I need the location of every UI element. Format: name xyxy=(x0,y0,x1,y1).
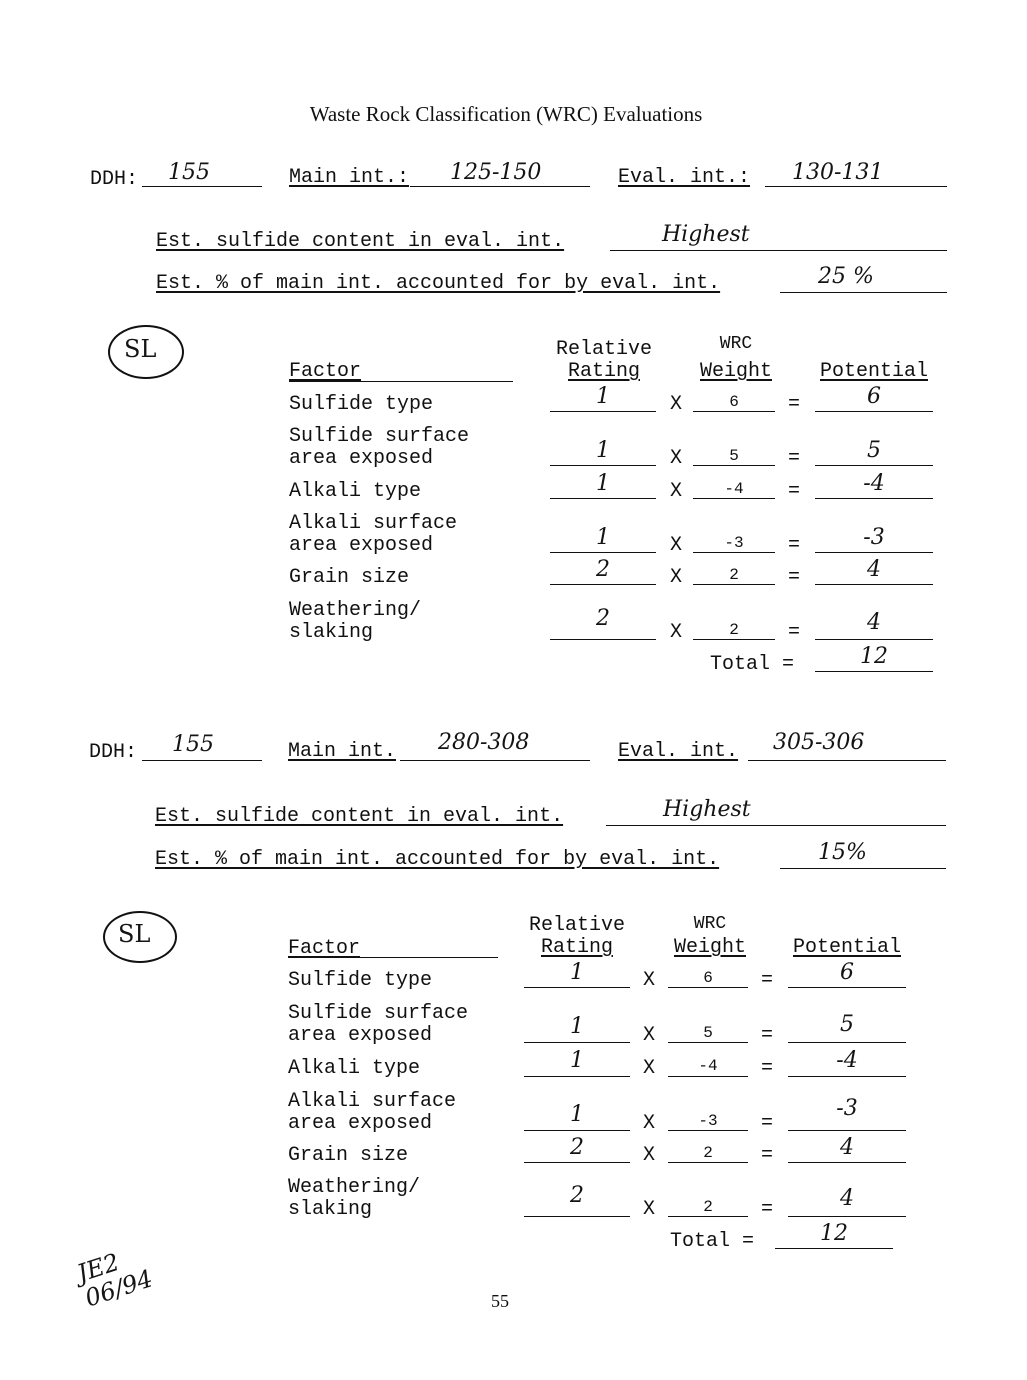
col-factor: Factor xyxy=(288,937,361,960)
weight-value: -3 xyxy=(724,534,744,552)
rating-value: 2 xyxy=(596,606,610,631)
weight-value: -3 xyxy=(698,1112,718,1130)
equals-sign: = xyxy=(761,1144,774,1167)
potential-value: -4 xyxy=(836,1048,858,1073)
factor-label-line2: area exposed xyxy=(288,1112,433,1135)
col-wrc-2: Weight xyxy=(699,360,772,383)
col-potential: Potential xyxy=(819,360,929,383)
ddh-label: DDH: xyxy=(90,168,139,191)
factor-label: Weathering/ xyxy=(289,599,422,622)
potential-value: 6 xyxy=(840,960,854,985)
eval-int-label: Eval. int.: xyxy=(618,166,751,189)
sl-circle-label: SL xyxy=(124,335,157,363)
times-sign: X xyxy=(643,1112,656,1135)
factor-label-line2: slaking xyxy=(288,1198,373,1221)
factor-label-line2: area exposed xyxy=(289,534,434,557)
factor-label: Sulfide surface xyxy=(289,425,470,448)
factor-label: Alkali type xyxy=(289,480,422,503)
factor-label: Alkali surface xyxy=(288,1090,457,1113)
rating-value: 1 xyxy=(596,471,610,496)
weight-value: 2 xyxy=(703,1198,713,1216)
times-sign: X xyxy=(643,1057,656,1080)
sulfide-content-value: Highest xyxy=(663,797,751,822)
potential-value: -4 xyxy=(863,471,885,496)
total-value: 12 xyxy=(820,1221,848,1246)
weight-value: 5 xyxy=(729,447,739,465)
total-label: Total = xyxy=(710,653,795,676)
times-sign: X xyxy=(670,566,683,589)
equals-sign: = xyxy=(761,969,774,992)
ddh-value: 155 xyxy=(172,732,214,757)
main-int-label: Main int.: xyxy=(289,166,410,189)
total-value: 12 xyxy=(860,644,888,669)
equals-sign: = xyxy=(788,393,801,416)
rating-value: 2 xyxy=(596,557,610,582)
ddh-value: 155 xyxy=(168,160,210,185)
equals-sign: = xyxy=(788,447,801,470)
equals-sign: = xyxy=(761,1024,774,1047)
total-label: Total = xyxy=(670,1230,755,1253)
times-sign: X xyxy=(643,1024,656,1047)
equals-sign: = xyxy=(761,1057,774,1080)
col-wrc-1: WRC xyxy=(693,914,727,934)
weight-value: 2 xyxy=(729,621,739,639)
potential-value: 4 xyxy=(840,1135,854,1160)
rating-value: 1 xyxy=(570,960,584,985)
factor-label: Grain size xyxy=(289,566,410,589)
equals-sign: = xyxy=(761,1198,774,1221)
col-relative-2: Rating xyxy=(540,936,613,959)
rating-value: 2 xyxy=(570,1183,584,1208)
main-int-value: 280-308 xyxy=(438,730,530,755)
potential-value: 6 xyxy=(867,384,881,409)
weight-value: 6 xyxy=(703,969,713,987)
factor-label: Sulfide surface xyxy=(288,1002,469,1025)
factor-label-line2: slaking xyxy=(289,621,374,644)
potential-value: 4 xyxy=(867,557,881,582)
factor-label-line2: area exposed xyxy=(289,447,434,470)
ddh-label: DDH: xyxy=(89,741,138,764)
equals-sign: = xyxy=(788,534,801,557)
main-int-label: Main int. xyxy=(288,740,397,763)
factor-label: Sulfide type xyxy=(289,393,434,416)
factor-label: Weathering/ xyxy=(288,1176,421,1199)
potential-value: 5 xyxy=(840,1012,854,1037)
potential-value: 5 xyxy=(867,438,881,463)
pct-main-value: 15% xyxy=(818,840,867,865)
factor-label-line2: area exposed xyxy=(288,1024,433,1047)
col-relative-2: Rating xyxy=(567,360,640,383)
pct-main-label: Est. % of main int. accounted for by eval. int. xyxy=(156,272,721,295)
times-sign: X xyxy=(670,534,683,557)
col-relative-1: Relative xyxy=(528,914,625,937)
rating-value: 2 xyxy=(570,1135,584,1160)
sulfide-content-label: Est. sulfide content in eval. int. xyxy=(155,805,564,828)
factor-label: Alkali surface xyxy=(289,512,458,535)
eval-int-value: 130-131 xyxy=(792,160,884,185)
potential-value: 4 xyxy=(867,610,881,635)
eval-int-value: 305-306 xyxy=(773,730,865,755)
times-sign: X xyxy=(670,621,683,644)
potential-value: 4 xyxy=(840,1186,854,1211)
times-sign: X xyxy=(643,969,656,992)
initials-stamp: JE2 06/94 xyxy=(73,1247,157,1313)
sulfide-content-label: Est. sulfide content in eval. int. xyxy=(156,230,565,253)
rating-value: 1 xyxy=(570,1014,584,1039)
times-sign: X xyxy=(670,393,683,416)
sulfide-content-value: Highest xyxy=(662,222,750,247)
weight-value: -4 xyxy=(724,480,744,498)
page-title: Waste Rock Classification (WRC) Evaluations xyxy=(309,102,703,126)
equals-sign: = xyxy=(761,1112,774,1135)
col-wrc-2: Weight xyxy=(673,936,746,959)
col-potential: Potential xyxy=(792,936,902,959)
weight-value: 2 xyxy=(729,566,739,584)
potential-value: -3 xyxy=(836,1096,858,1121)
rating-value: 1 xyxy=(570,1102,584,1127)
col-factor: Factor xyxy=(289,360,362,383)
rating-value: 1 xyxy=(596,384,610,409)
factor-label: Alkali type xyxy=(288,1057,421,1080)
times-sign: X xyxy=(643,1198,656,1221)
rating-value: 1 xyxy=(570,1048,584,1073)
page-number: 55 xyxy=(491,1291,509,1311)
pct-main-value: 25 % xyxy=(818,264,874,289)
times-sign: X xyxy=(643,1144,656,1167)
eval-int-label: Eval. int. xyxy=(618,740,739,763)
potential-value: -3 xyxy=(863,525,885,550)
col-wrc-1: WRC xyxy=(719,334,753,354)
weight-value: 2 xyxy=(703,1144,713,1162)
weight-value: -4 xyxy=(698,1057,718,1075)
times-sign: X xyxy=(670,447,683,470)
rating-value: 1 xyxy=(596,525,610,550)
main-int-value: 125-150 xyxy=(450,160,542,185)
equals-sign: = xyxy=(788,566,801,589)
equals-sign: = xyxy=(788,480,801,503)
equals-sign: = xyxy=(788,621,801,644)
weight-value: 5 xyxy=(703,1024,713,1042)
sl-circle-label: SL xyxy=(118,920,151,948)
factor-label: Grain size xyxy=(288,1144,409,1167)
rating-value: 1 xyxy=(596,438,610,463)
times-sign: X xyxy=(670,480,683,503)
weight-value: 6 xyxy=(729,393,739,411)
pct-main-label: Est. % of main int. accounted for by eval. int. xyxy=(155,848,720,871)
factor-label: Sulfide type xyxy=(288,969,433,992)
col-relative-1: Relative xyxy=(555,338,652,361)
